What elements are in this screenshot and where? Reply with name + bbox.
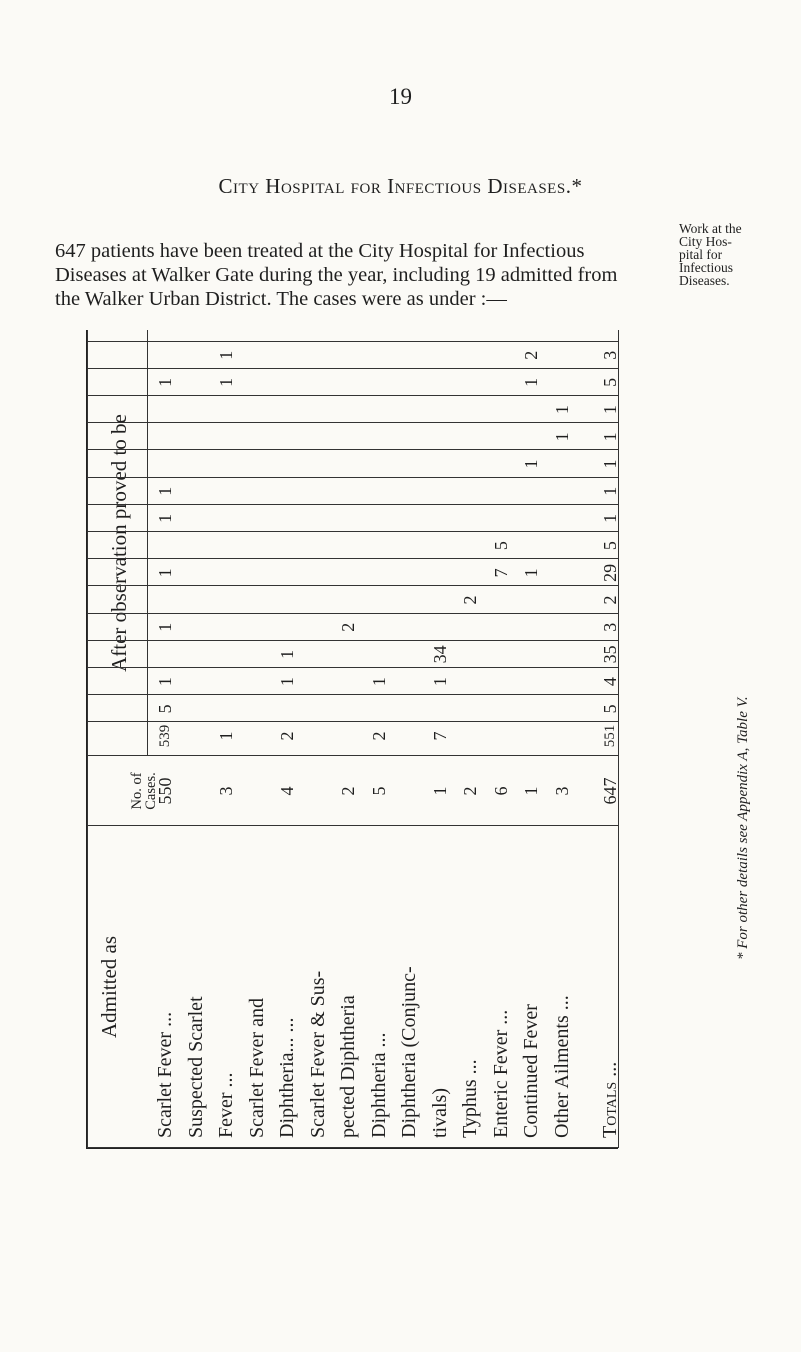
- rule-left: [87, 1147, 618, 1148]
- totals-cell: 5: [600, 377, 620, 387]
- table-cell: 539: [157, 724, 173, 748]
- intro-line-3: the Walker Urban District. The cases were as under :—: [55, 288, 507, 310]
- cases-cell: 3: [216, 786, 236, 796]
- row-label: Scarlet Fever and: [245, 998, 268, 1138]
- footnote-text: * For other details see Appendix A, Table V.: [735, 696, 751, 960]
- cases-cell: 1: [521, 786, 541, 796]
- table-cell: 2: [521, 350, 541, 360]
- table-cell: 2: [368, 731, 389, 741]
- table-cell: 5: [490, 541, 511, 551]
- totals-cell: 29: [600, 563, 620, 582]
- table-cell: [310, 335, 326, 375]
- intro-line-1: 647 patients have been treated at the City Hospital for Infectious: [55, 240, 585, 262]
- rule-admitted-after: [87, 825, 618, 826]
- row-label: tivals): [428, 1088, 451, 1138]
- row-label: Fever ...: [215, 1072, 237, 1138]
- cases-cell: [401, 771, 417, 811]
- table-cell: 1: [216, 731, 236, 741]
- rule-group-header: [147, 330, 148, 756]
- totals-label: Totals ...: [599, 1061, 621, 1138]
- table-cell: [493, 335, 509, 375]
- table-cell: 2: [338, 622, 358, 632]
- table-cell: 7: [429, 731, 450, 741]
- totals-cell: 2: [600, 595, 620, 605]
- cases-cell: 3: [551, 786, 572, 796]
- cases-cell: [310, 771, 326, 811]
- table-cell: 1: [155, 513, 175, 523]
- table-cell: [340, 335, 356, 375]
- table-cell: 1: [551, 432, 572, 442]
- row-label: Continued Fever: [520, 1004, 542, 1138]
- section-heading: City Hospital for Infectious Diseases.*: [218, 174, 583, 198]
- totals-cell: 35: [600, 645, 620, 664]
- row-label: Scarlet Fever ...: [154, 1011, 176, 1138]
- totals-cell: 1: [600, 486, 620, 496]
- row-label: Enteric Fever ...: [489, 1009, 512, 1138]
- column-header-cases: No. of Cases.: [129, 772, 159, 810]
- margin-note-line: Diseases.: [679, 273, 730, 288]
- rule-bottom: [618, 330, 619, 1148]
- table-cell: 5: [155, 704, 175, 714]
- group-label-after-observation: After observation proved to be: [107, 414, 131, 672]
- table-cell: [554, 335, 570, 375]
- table-cell: [157, 335, 173, 375]
- row-label: pected Diphtheria: [337, 995, 359, 1138]
- table-cell: 1: [551, 405, 572, 415]
- totals-cell: 1: [600, 459, 620, 469]
- margin-note-line: Infectious: [679, 260, 733, 275]
- totals-cell: 1: [600, 513, 620, 523]
- totals-cell: 551: [602, 724, 618, 748]
- intro-line-2: Diseases at Walker Gate during the year, including 19 admitted from: [55, 264, 618, 286]
- table-cell: 1: [155, 377, 175, 387]
- table-cell: 1: [521, 459, 541, 469]
- row-label: Other Ailments ...: [550, 995, 573, 1138]
- table-cell: 2: [460, 595, 480, 605]
- totals-cell: 3: [600, 622, 620, 632]
- margin-note-line: City Hos-: [679, 234, 732, 249]
- cases-cell: 2: [338, 786, 358, 796]
- table-cell: [401, 335, 417, 375]
- table-cell: [462, 335, 478, 375]
- totals-cell: 3: [600, 350, 620, 360]
- cases-cell: 5: [368, 786, 389, 796]
- totals-cell: 5: [600, 541, 620, 551]
- row-label: Suspected Scarlet: [184, 996, 207, 1138]
- rule-top: [87, 330, 88, 1148]
- table-cell: [188, 335, 204, 375]
- table-cell: 1: [155, 486, 175, 496]
- row-label: Diphtheria (Conjunc-: [398, 966, 420, 1138]
- row-label: Diphtheria ...: [367, 1032, 390, 1138]
- table-cell: 34: [429, 645, 450, 664]
- cases-cell: 1: [429, 786, 450, 796]
- table-cell: 1: [521, 377, 541, 387]
- table-cell: [371, 335, 387, 375]
- table-cell: [432, 335, 448, 375]
- cases-cell: [249, 771, 265, 811]
- table-cell: 1: [155, 568, 175, 578]
- cases-table-rotated: [87, 330, 621, 1148]
- totals-cell: 1: [600, 405, 620, 415]
- table-cell: 1: [277, 677, 297, 687]
- group-label-admitted: Admitted as: [97, 935, 121, 1039]
- totals-cell: 1: [600, 432, 620, 442]
- totals-cases: 647: [600, 777, 620, 805]
- totals-cell: 5: [600, 704, 620, 714]
- table-cell: 1: [521, 568, 541, 578]
- page-number: 19: [389, 84, 412, 109]
- margin-note: [679, 222, 797, 287]
- cases-cell: [188, 771, 204, 811]
- table-cell: 1: [216, 377, 236, 387]
- table-cell: 2: [277, 731, 297, 741]
- margin-note-line: Work at the: [679, 221, 742, 236]
- table-cell: 1: [368, 677, 389, 687]
- table-cell: 1: [155, 622, 175, 632]
- cases-cell: 550: [155, 777, 175, 805]
- table-cell: 1: [155, 677, 175, 687]
- row-label: Scarlet Fever & Sus-: [306, 970, 329, 1138]
- cases-cell: 4: [277, 786, 297, 796]
- cases-cell: 6: [490, 786, 511, 796]
- row-label: Typhus ...: [459, 1059, 481, 1138]
- cases-table: [86, 330, 621, 1149]
- cases-cell: 2: [460, 786, 480, 796]
- totals-cell: 4: [600, 677, 620, 687]
- table-cell: 1: [277, 649, 297, 659]
- row-label: Diphtheria... ...: [276, 1017, 298, 1138]
- table-cell: [279, 335, 295, 375]
- table-cell: 1: [429, 677, 450, 687]
- margin-note-line: pital for: [679, 247, 723, 262]
- table-cell: 1: [216, 350, 236, 360]
- footnote: [735, 540, 755, 960]
- table-cell: [249, 335, 265, 375]
- table-cell: 7: [490, 568, 511, 578]
